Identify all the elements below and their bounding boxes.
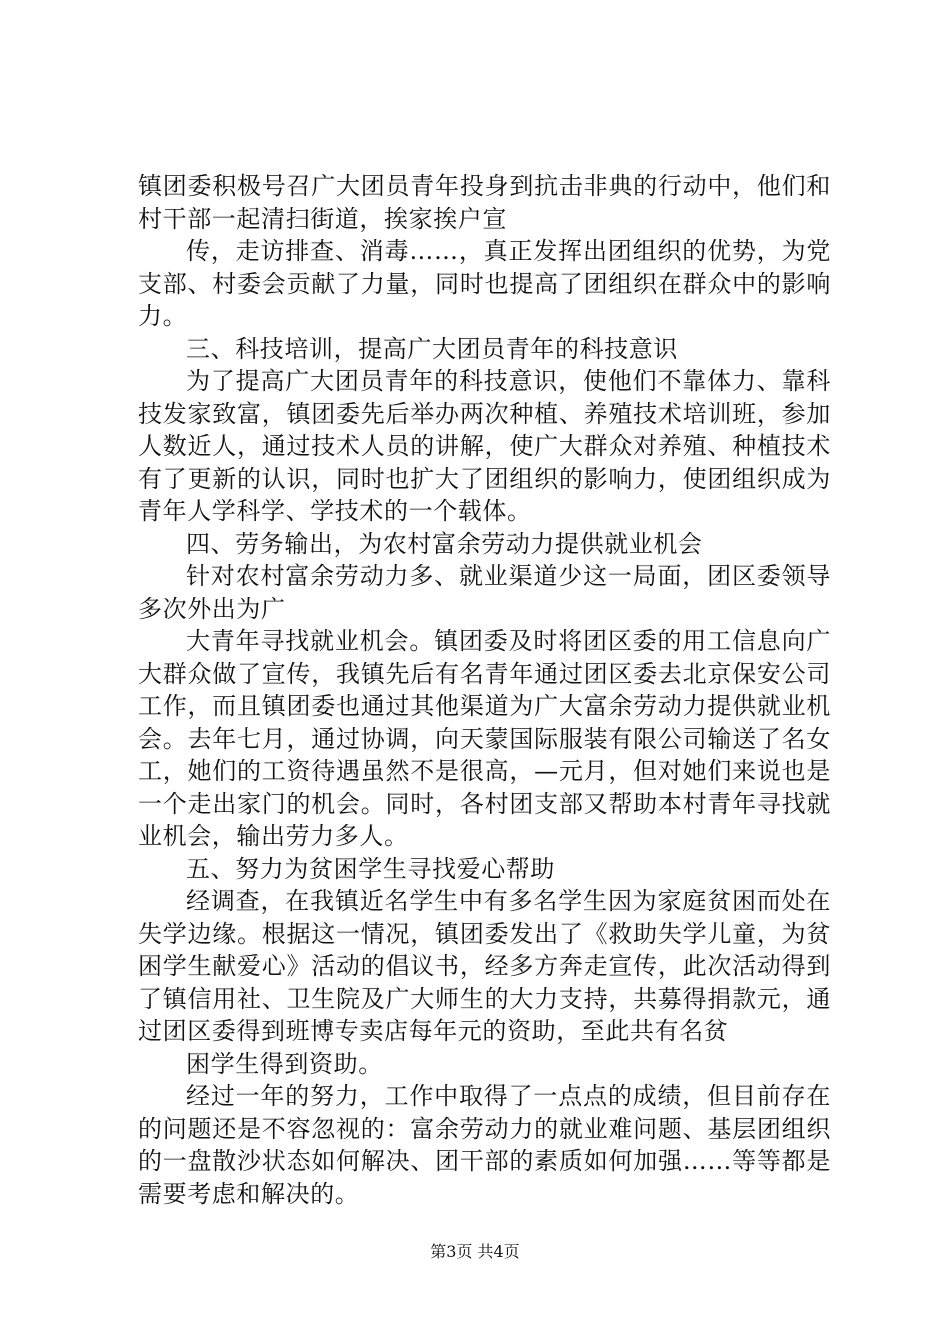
section-heading-5: 五、努力为贫困学生寻找爱心帮助: [186, 854, 555, 883]
section-heading-3: 三、科技培训，提高广大团员青年的科技意识: [186, 334, 678, 363]
page-number-footer: 第3页 共4页: [430, 1242, 520, 1261]
section-heading-4: 四、劳务输出，为农村富余劳动力提供就业机会: [186, 529, 703, 558]
paragraph-4: 为了提高广大团员青年的科技意识，使他们不靠体力、靠科技发家致富，镇团委先后举办两次种植、养殖技术培训班，参加人数近人，通过技术人员的讲解，使广大群众对养殖、种植技术有了更新的认识，同时也扩大了团组织的影响力，使团组织成为青年人学科学、学技术的一个载体。: [138, 367, 831, 525]
paragraph-11: 经过一年的努力，工作中取得了一点点的成绩，但目前存在的问题还是不容忽视的：富余劳动力的就业难问题、基层团组织的一盘散沙状态如何解决、团干部的素质如何加强……等等都是需要考虑和解决的。: [138, 1082, 831, 1208]
paragraph-9: 经调查，在我镇近名学生中有多名学生因为家庭贫困而处在失学边缘。根据这一情况，镇团委发出了《救助失学儿童，为贫困学生献爱心》活动的倡议书，经多方奔走宣传，此次活动得到了镇信用社、卫生院及广大师生的大力支持，共募得捐款元，通过团区委得到班博专卖店每年元的资助，至此共有名贫: [138, 887, 831, 1045]
paragraph-7: 大青年寻找就业机会。镇团委及时将团区委的用工信息向广大群众做了宣传，我镇先后有名青年通过团区委去北京保安公司工作，而且镇团委也通过其他渠道为广大富余劳动力提供就业机会。去年七月，通过协调，向天蒙国际服装有限公司输送了名女工，她们的工资待遇虽然不是很高，—元月，但对她们来说也是一个走出家门的机会。同时，各村团支部又帮助本村青年寻找就业机会，输出劳力多人。: [138, 627, 831, 850]
paragraph-2: 传，走访排查、消毒……，真正发挥出团组织的优势，为党支部、村委会贡献了力量，同时也提高了团组织在群众中的影响力。: [138, 237, 831, 330]
paragraph-1: 镇团委积极号召广大团员青年投身到抗击非典的行动中，他们和村干部一起清扫街道，挨家挨户宣: [138, 172, 831, 233]
paragraph-6: 针对农村富余劳动力多、就业渠道少这一局面，团区委领导多次外出为广: [138, 562, 831, 623]
document-body: [138, 170, 831, 1210]
paragraph-10: 困学生得到资助。: [186, 1049, 383, 1078]
